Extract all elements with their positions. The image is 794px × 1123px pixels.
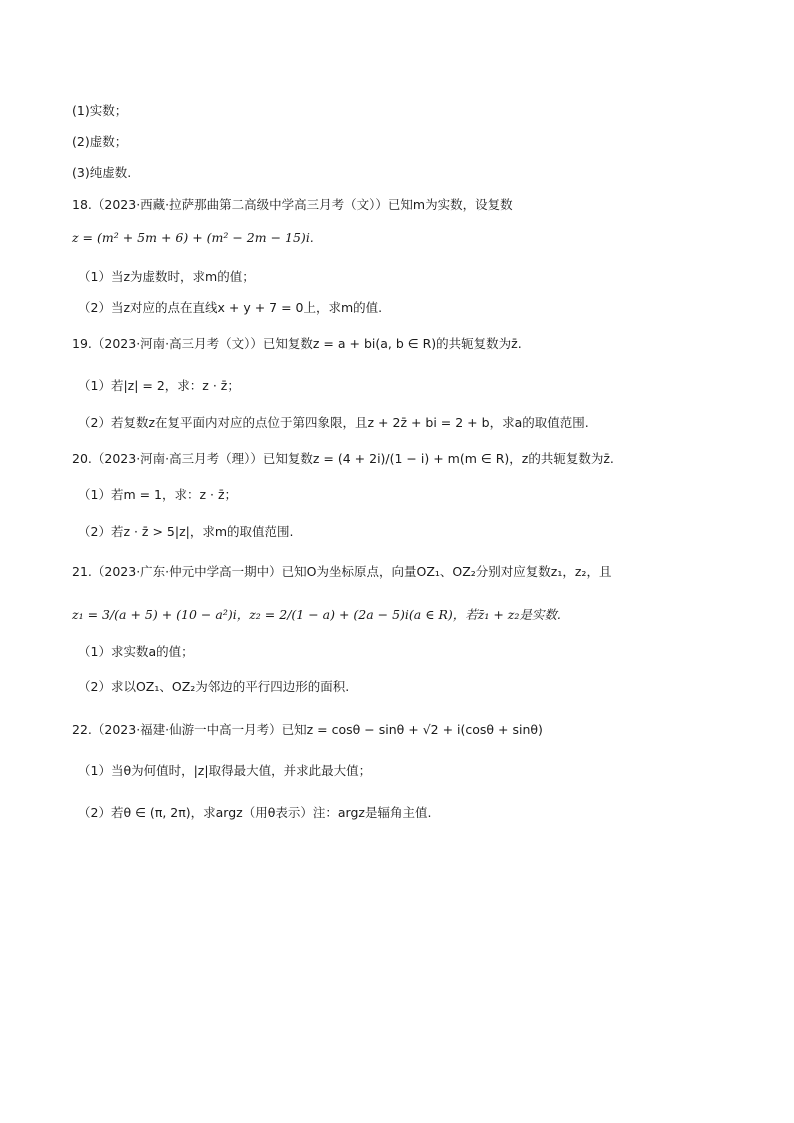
q18-stem: 18.（2023·西藏·拉萨那曲第二高级中学高三月考（文））已知m为实数，设复数: [72, 197, 513, 212]
q18-part-1: （1）当z为虚数时，求m的值；: [78, 269, 255, 284]
q21-formula: z₁ = 3/(a + 5) + (10 − a²)i，z₂ = 2/(1 − a) + (2a − 5)i(a ∈ R)，若z̄₁ + z₂是实数.: [72, 607, 561, 622]
q18-formula: z = (m² + 5m + 6) + (m² − 2m − 15)i.: [72, 230, 314, 245]
q17-item-1: (1)实数；: [72, 103, 128, 118]
q20-stem: 20.（2023·河南·高三月考（理））已知复数z = (4 + 2i)/(1 − i) + m(m ∈ R)，z的共轭复数为z̄.: [72, 451, 614, 466]
q17-item-2: (2)虚数；: [72, 134, 128, 149]
q19-part-1: （1）若|z| = 2，求：z · z̄；: [78, 378, 240, 393]
q19-stem: 19.（2023·河南·高三月考（文））已知复数z = a + bi(a, b ∈ R)的共轭复数为z̄.: [72, 336, 522, 351]
q21-part-1: （1）求实数a的值；: [78, 644, 194, 659]
q22-part-2: （2）若θ ∈ (π, 2π)，求argz（用θ表示）注：argz是辐角主值.: [78, 805, 432, 820]
q21-stem: 21.（2023·广东·仲元中学高一期中）已知O为坐标原点，向量OZ₁、OZ₂分别对应复数z₁，z₂，且: [72, 564, 612, 579]
q21-part-2: （2）求以OZ₁、OZ₂为邻边的平行四边形的面积.: [78, 679, 350, 694]
q22-stem: 22.（2023·福建·仙游一中高一月考）已知z = cosθ − sinθ + √2 + i(cosθ + sinθ): [72, 722, 543, 737]
q19-part-2: （2）若复数z在复平面内对应的点位于第四象限，且z + 2z̄ + bi = 2 + b，求a的取值范围.: [78, 415, 589, 430]
q22-part-1: （1）当θ为何值时，|z|取得最大值，并求此最大值；: [78, 763, 372, 778]
q20-part-1: （1）若m = 1，求：z · z̄；: [78, 487, 238, 502]
q18-part-2: （2）当z对应的点在直线x + y + 7 = 0上，求m的值.: [78, 300, 383, 315]
q20-part-2: （2）若z · z̄ > 5|z|，求m的取值范围.: [78, 524, 294, 539]
q17-item-3: (3)纯虚数.: [72, 165, 132, 180]
